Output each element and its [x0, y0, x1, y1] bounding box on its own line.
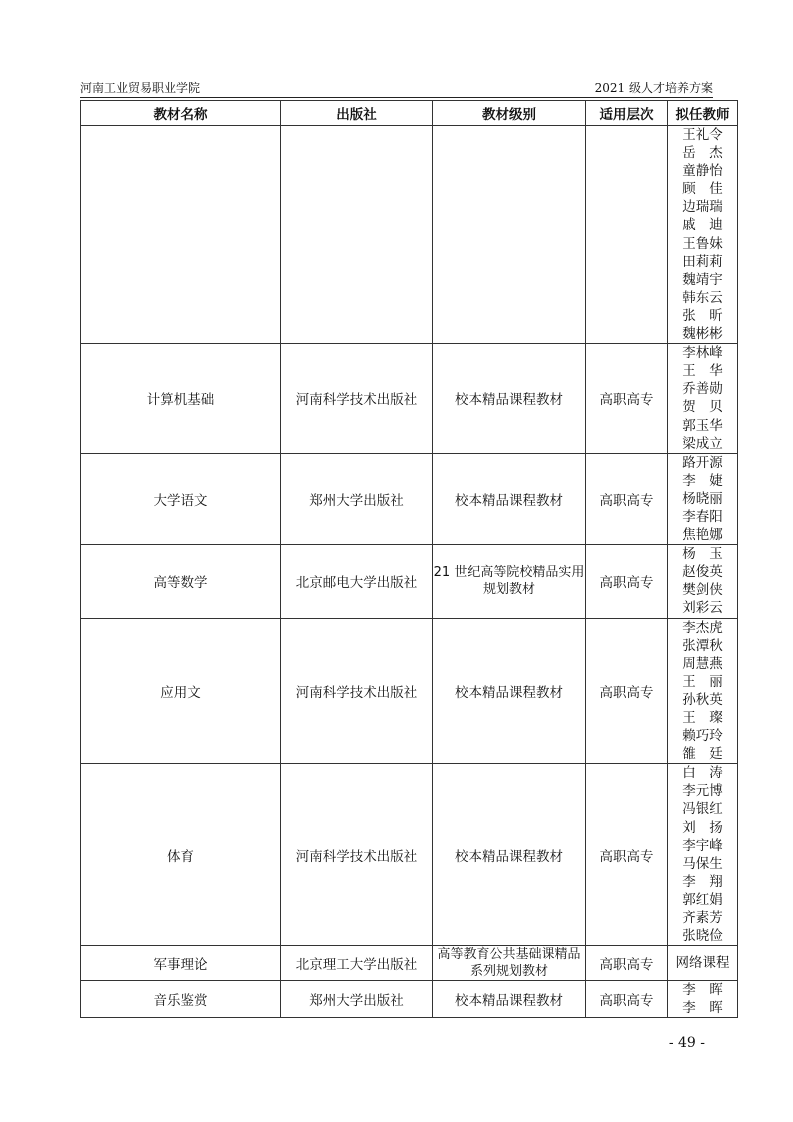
textbook-level-cell: 校本精品课程教材 [433, 344, 586, 454]
teacher-name: 杨 玉 [682, 546, 723, 563]
applicable-tier-cell: 高职高专 [586, 946, 668, 981]
teacher-name: 王礼令 [682, 127, 723, 143]
textbook-level-cell: 校本精品课程教材 [433, 453, 586, 544]
teacher-name: 王鲁妹 [682, 235, 723, 252]
teacher-name: 路开源 [682, 454, 723, 471]
table-header-row [81, 101, 738, 126]
teacher-name: 杨晓丽 [682, 490, 723, 507]
table-body [81, 126, 738, 1018]
table-row [81, 981, 738, 1018]
teacher-name: 魏彬彬 [682, 326, 723, 343]
teacher-name: 李 翔 [682, 873, 723, 890]
teacher-name: 李林峰 [682, 345, 723, 362]
textbook-name-cell: 应用文 [81, 618, 281, 764]
teacher-name: 张晓俭 [682, 928, 723, 945]
column-header: 教材名称 [81, 101, 281, 126]
teacher-name: 白 涛 [682, 765, 723, 782]
teacher-name: 孙秋英 [682, 691, 723, 708]
teacher-name: 赖巧玲 [682, 728, 723, 745]
teacher-name: 岳 杰 [682, 145, 723, 162]
header-rule [80, 97, 713, 98]
teacher-name: 李杰虎 [682, 619, 723, 636]
applicable-tier-cell: 高职高专 [586, 344, 668, 454]
publisher-cell: 河南科学技术出版社 [281, 618, 433, 764]
textbook-name-cell: 军事理论 [81, 946, 281, 981]
teachers-cell [668, 981, 738, 1018]
publisher-cell: 北京邮电大学出版社 [281, 545, 433, 618]
teacher-name: 马保生 [682, 855, 723, 872]
teacher-name: 王 丽 [682, 673, 723, 690]
textbook-level-cell: 校本精品课程教材 [433, 764, 586, 946]
teacher-name: 张潭秋 [682, 637, 723, 654]
applicable-tier-cell [586, 126, 668, 344]
teacher-name: 李 婕 [682, 472, 723, 489]
teacher-name: 乔善勋 [682, 381, 723, 398]
teacher-name: 王 华 [682, 363, 723, 380]
applicable-tier-cell: 高职高专 [586, 453, 668, 544]
textbook-level-cell: 高等教育公共基础课精品系列规划教材 [433, 946, 586, 981]
column-header: 适用层次 [586, 101, 668, 126]
header-institution: 河南工业贸易职业学院 [80, 81, 201, 95]
table-row [81, 453, 738, 544]
table-row [81, 344, 738, 454]
teacher-name: 田莉莉 [682, 253, 723, 270]
teacher-name: 雒 廷 [682, 746, 723, 763]
textbook-level-cell: 21 世纪高等院校精品实用规划教材 [433, 545, 586, 618]
teacher-name: 梁成立 [682, 435, 723, 452]
textbook-table [80, 100, 738, 1018]
teacher-name: 魏靖宇 [682, 271, 723, 288]
teachers-cell [668, 344, 738, 454]
header-document-title: 2021 级人才培养方案 [594, 81, 713, 95]
textbook-level-cell: 校本精品课程教材 [433, 618, 586, 764]
applicable-tier-cell: 高职高专 [586, 618, 668, 764]
teacher-name: 顾 佳 [682, 181, 723, 198]
textbook-name-cell: 大学语文 [81, 453, 281, 544]
teachers-cell [668, 545, 738, 618]
table-row [81, 126, 738, 344]
textbook-name-cell: 体育 [81, 764, 281, 946]
applicable-tier-cell: 高职高专 [586, 764, 668, 946]
teacher-name: 李宇峰 [682, 837, 723, 854]
teacher-name: 韩东云 [682, 289, 723, 306]
teacher-name: 李 晖 [682, 1000, 723, 1017]
teacher-name: 戚 迪 [682, 217, 723, 234]
table-row [81, 764, 738, 946]
teacher-name: 刘彩云 [682, 600, 723, 617]
applicable-tier-cell: 高职高专 [586, 981, 668, 1018]
publisher-cell: 河南科学技术出版社 [281, 344, 433, 454]
teacher-name: 郭红娟 [682, 891, 723, 908]
textbook-level-cell: 校本精品课程教材 [433, 981, 586, 1018]
teacher-name: 樊剑侠 [682, 582, 723, 599]
table-row [81, 545, 738, 618]
teacher-name: 周慧燕 [682, 655, 723, 672]
teacher-name: 张 昕 [682, 307, 723, 324]
teacher-name: 王 璨 [682, 710, 723, 726]
publisher-cell [281, 126, 433, 344]
textbook-name-cell: 音乐鉴赏 [81, 981, 281, 1018]
teacher-name: 齐素芳 [682, 910, 723, 927]
teacher-name: 贺 贝 [682, 399, 723, 416]
teacher-name: 李元博 [682, 783, 723, 800]
teachers-cell [668, 453, 738, 544]
teacher-name: 冯银红 [682, 801, 723, 818]
column-header: 教材级别 [433, 101, 586, 126]
teacher-name: 焦艳娜 [682, 527, 723, 544]
teacher-name: 网络课程 [675, 955, 730, 972]
teacher-name: 郭玉华 [682, 417, 723, 434]
teacher-name: 边瑞瑞 [682, 199, 723, 216]
teacher-name: 童静怡 [682, 163, 723, 180]
textbook-level-cell [433, 126, 586, 344]
table-row [81, 946, 738, 981]
teachers-cell [668, 126, 738, 344]
teachers-cell [668, 946, 738, 981]
teacher-name: 李 晖 [682, 982, 723, 999]
publisher-cell: 郑州大学出版社 [281, 981, 433, 1018]
textbook-name-cell [81, 126, 281, 344]
publisher-cell: 郑州大学出版社 [281, 453, 433, 544]
teacher-name: 赵俊英 [682, 564, 723, 581]
table-row [81, 618, 738, 764]
publisher-cell: 北京理工大学出版社 [281, 946, 433, 981]
textbook-name-cell: 高等数学 [81, 545, 281, 618]
teacher-name: 刘 扬 [682, 819, 723, 836]
publisher-cell: 河南科学技术出版社 [281, 764, 433, 946]
teachers-cell [668, 618, 738, 764]
teacher-name: 李春阳 [682, 508, 723, 525]
textbook-name-cell: 计算机基础 [81, 344, 281, 454]
applicable-tier-cell: 高职高专 [586, 545, 668, 618]
teachers-cell [668, 764, 738, 946]
column-header: 拟任教师 [668, 101, 738, 126]
column-header: 出版社 [281, 101, 433, 126]
page-number: - 49 - [668, 1035, 705, 1051]
